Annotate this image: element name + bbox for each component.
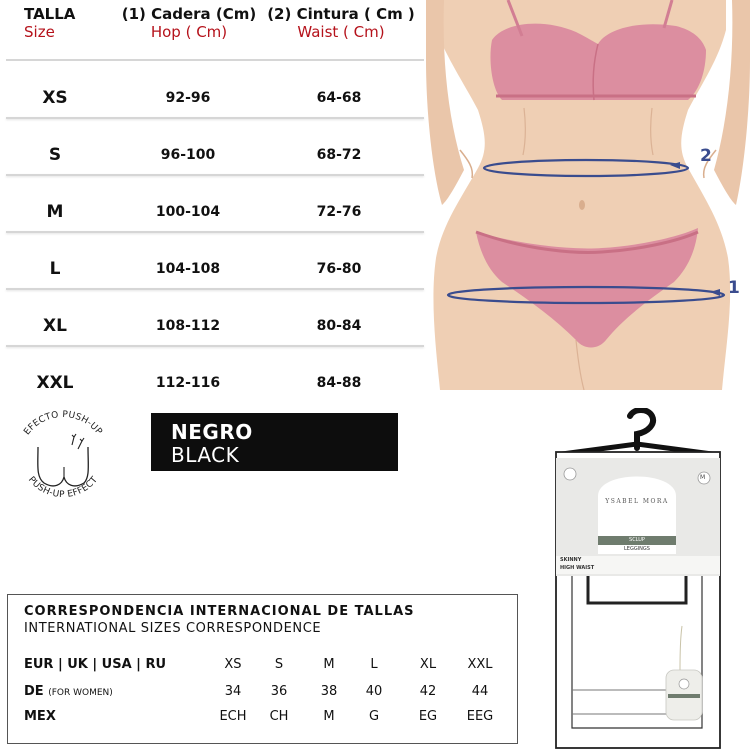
color-name-es: NEGRO — [171, 420, 253, 444]
intl-value: S — [274, 657, 284, 672]
intl-value: G — [368, 709, 380, 724]
intl-value: M — [323, 657, 335, 672]
waist-cell: 84-88 — [316, 375, 362, 391]
table-rule — [6, 117, 424, 119]
waist-cell: 76-80 — [316, 261, 362, 277]
table-rule — [6, 231, 424, 233]
size-cell: XXL — [36, 373, 74, 393]
badge-top-text: EFECTO PUSH-UP — [22, 409, 104, 438]
intl-row-label-text: DE — [24, 684, 44, 699]
hip-marker: 1 — [728, 278, 740, 298]
intl-value: EEG — [466, 709, 494, 724]
body-measurement-illustration — [426, 0, 750, 390]
table-rule — [6, 174, 424, 176]
header-waist — [264, 5, 418, 41]
intl-row-label-text: MEX — [24, 709, 56, 724]
size-cell: XS — [42, 88, 68, 108]
color-name-en: BLACK — [171, 443, 240, 467]
intl-row-label — [24, 684, 113, 699]
table-rule — [6, 59, 424, 61]
intl-value: 42 — [419, 684, 437, 699]
table-rule — [6, 345, 424, 347]
international-sizes-box — [7, 594, 518, 744]
hip-cell: 108-112 — [155, 318, 221, 334]
intl-value: M — [323, 709, 335, 724]
hip-cell: 92-96 — [165, 90, 211, 106]
waist-marker: 2 — [700, 146, 712, 166]
intl-title-en: INTERNATIONAL SIZES CORRESPONDENCE — [24, 621, 322, 636]
hip-cell: 112-116 — [155, 375, 221, 391]
intl-value: 36 — [270, 684, 288, 699]
intl-row-label-text: EUR | UK | USA | RU — [24, 657, 167, 672]
waist-cell: 72-76 — [316, 204, 362, 220]
intl-title-es: CORRESPONDENCIA INTERNACIONAL DE TALLAS — [24, 604, 415, 619]
intl-value: XS — [224, 657, 242, 672]
header-waist-es: (2) Cintura ( Cm ) — [267, 5, 415, 23]
intl-value: 38 — [320, 684, 338, 699]
intl-row-label — [24, 657, 166, 672]
intl-value: EG — [418, 709, 438, 724]
tag-brand: YSABEL MORA — [605, 498, 669, 505]
badge-bottom-text: PUSH-UP EFFECT — [25, 475, 101, 501]
size-cell: L — [49, 259, 61, 279]
tag-type: LEGGINGS — [624, 546, 650, 552]
waist-cell: 68-72 — [316, 147, 362, 163]
tag-size: M — [700, 474, 706, 481]
waist-cell: 80-84 — [316, 318, 362, 334]
intl-row-label — [24, 709, 56, 724]
header-size — [24, 5, 75, 41]
intl-value: CH — [269, 709, 289, 724]
hip-cell: 104-108 — [155, 261, 221, 277]
intl-value: 34 — [224, 684, 242, 699]
hip-cell: 100-104 — [155, 204, 221, 220]
header-hip-en: Hop ( Cm) — [150, 23, 228, 41]
intl-value: L — [370, 657, 378, 672]
color-box — [151, 413, 398, 471]
header-hip-es: (1) Cadera (Cm) — [121, 5, 257, 23]
intl-row-note: (FOR WOMEN) — [48, 688, 113, 698]
size-cell: M — [46, 202, 64, 222]
product-package-illustration — [552, 408, 722, 750]
header-size-en: Size — [24, 23, 55, 41]
tag-line1: SKINNY — [560, 557, 582, 563]
intl-value: XL — [419, 657, 437, 672]
header-size-es: TALLA — [24, 5, 76, 23]
tag-band: SCLUP — [629, 537, 645, 543]
size-cell: XL — [43, 316, 67, 336]
intl-value: 44 — [471, 684, 489, 699]
header-waist-en: Waist ( Cm) — [297, 23, 385, 41]
push-up-badge — [8, 405, 118, 515]
tag-line2: HIGH WAIST — [560, 565, 595, 571]
intl-value: XXL — [467, 657, 493, 672]
header-hip — [116, 5, 262, 41]
hip-cell: 96-100 — [160, 147, 216, 163]
intl-value: ECH — [219, 709, 247, 724]
table-rule — [6, 288, 424, 290]
waist-cell: 64-68 — [316, 90, 362, 106]
intl-value: 40 — [365, 684, 383, 699]
size-cell: S — [48, 145, 62, 165]
